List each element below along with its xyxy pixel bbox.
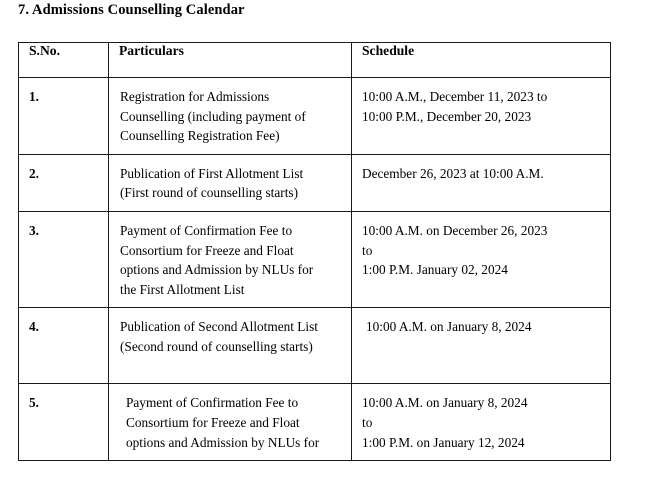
particulars-line: Payment of Confirmation Fee to [120,222,293,238]
particulars-line: Payment of Confirmation Fee to [126,395,299,411]
particulars-text [109,155,351,211]
sno-value: 4. [29,319,39,335]
particulars-line: (Second round of counselling starts) [120,338,313,354]
column-header-schedule-label: Schedule [362,43,415,58]
schedule-line: December 26, 2023 at 10:00 A.M. [362,165,544,181]
cell-particulars [109,308,352,384]
cell-particulars [109,154,352,211]
column-header-sno [19,43,109,78]
particulars-line: (First round of counselling starts) [120,185,299,201]
particulars-line: Publication of First Allotment List [120,165,304,181]
sno-value: 1. [29,89,39,104]
particulars-text [109,384,351,460]
particulars-line: Consortium for Freeze and Float [120,242,294,258]
column-header-sno-label: S.No. [29,43,60,58]
table-row [19,384,611,461]
schedule-line: to [362,242,373,258]
particulars-line: Publication of Second Allotment List [120,319,318,335]
table-row [19,154,611,211]
schedule-line: 10:00 A.M. on December 26, 2023 [362,222,548,238]
particulars-text [109,212,351,307]
particulars-line: Registration for Admissions [120,89,270,104]
cell-schedule [352,308,611,384]
cell-particulars [109,384,352,461]
particulars-line: options and Admission by NLUs for [126,434,320,450]
page-title: 7. Admissions Counselling Calendar [18,2,245,18]
cell-sno [19,154,109,211]
admissions-counselling-calendar-table [18,42,611,461]
table-header [19,43,611,78]
cell-schedule [352,154,611,211]
column-header-schedule [352,43,611,78]
schedule-line: 10:00 A.M. on January 8, 2024 [362,395,528,411]
particulars-line: options and Admission by NLUs for [120,262,314,278]
particulars-line: Counselling (including payment of [120,108,306,124]
schedule-text [352,78,610,134]
cell-sno [19,211,109,307]
schedule-line: 10:00 A.M., December 11, 2023 to [362,89,548,104]
particulars-line: Counselling Registration Fee) [120,128,280,144]
cell-schedule [352,384,611,461]
cell-sno [19,308,109,384]
table-row [19,78,611,155]
schedule-text [352,384,610,460]
schedule-line: 10:00 P.M., December 20, 2023 [362,108,532,124]
schedule-text [352,212,610,288]
cell-particulars [109,211,352,307]
table-row [19,211,611,307]
schedule-text [352,308,610,345]
particulars-line: Consortium for Freeze and Float [126,414,300,430]
cell-schedule [352,211,611,307]
particulars-line: the First Allotment List [120,281,245,297]
schedule-line: 10:00 A.M. on January 8, 2024 [366,319,532,335]
schedule-text [352,155,610,192]
cell-schedule [352,78,611,155]
table-row [19,308,611,384]
schedule-line: to [362,414,373,430]
cell-particulars [109,78,352,155]
cell-sno [19,384,109,461]
table-header-row [19,43,611,78]
particulars-text [109,78,351,154]
sno-value: 5. [29,395,39,411]
sno-value: 2. [29,165,39,181]
cell-sno [19,78,109,155]
schedule-line: 1:00 P.M. January 02, 2024 [362,262,508,278]
column-header-particulars [109,43,352,78]
particulars-text [109,308,351,364]
schedule-line: 1:00 P.M. on January 12, 2024 [362,434,525,450]
column-header-particulars-label: Particulars [119,43,184,58]
table-body [19,78,611,461]
sno-value: 3. [29,222,39,238]
